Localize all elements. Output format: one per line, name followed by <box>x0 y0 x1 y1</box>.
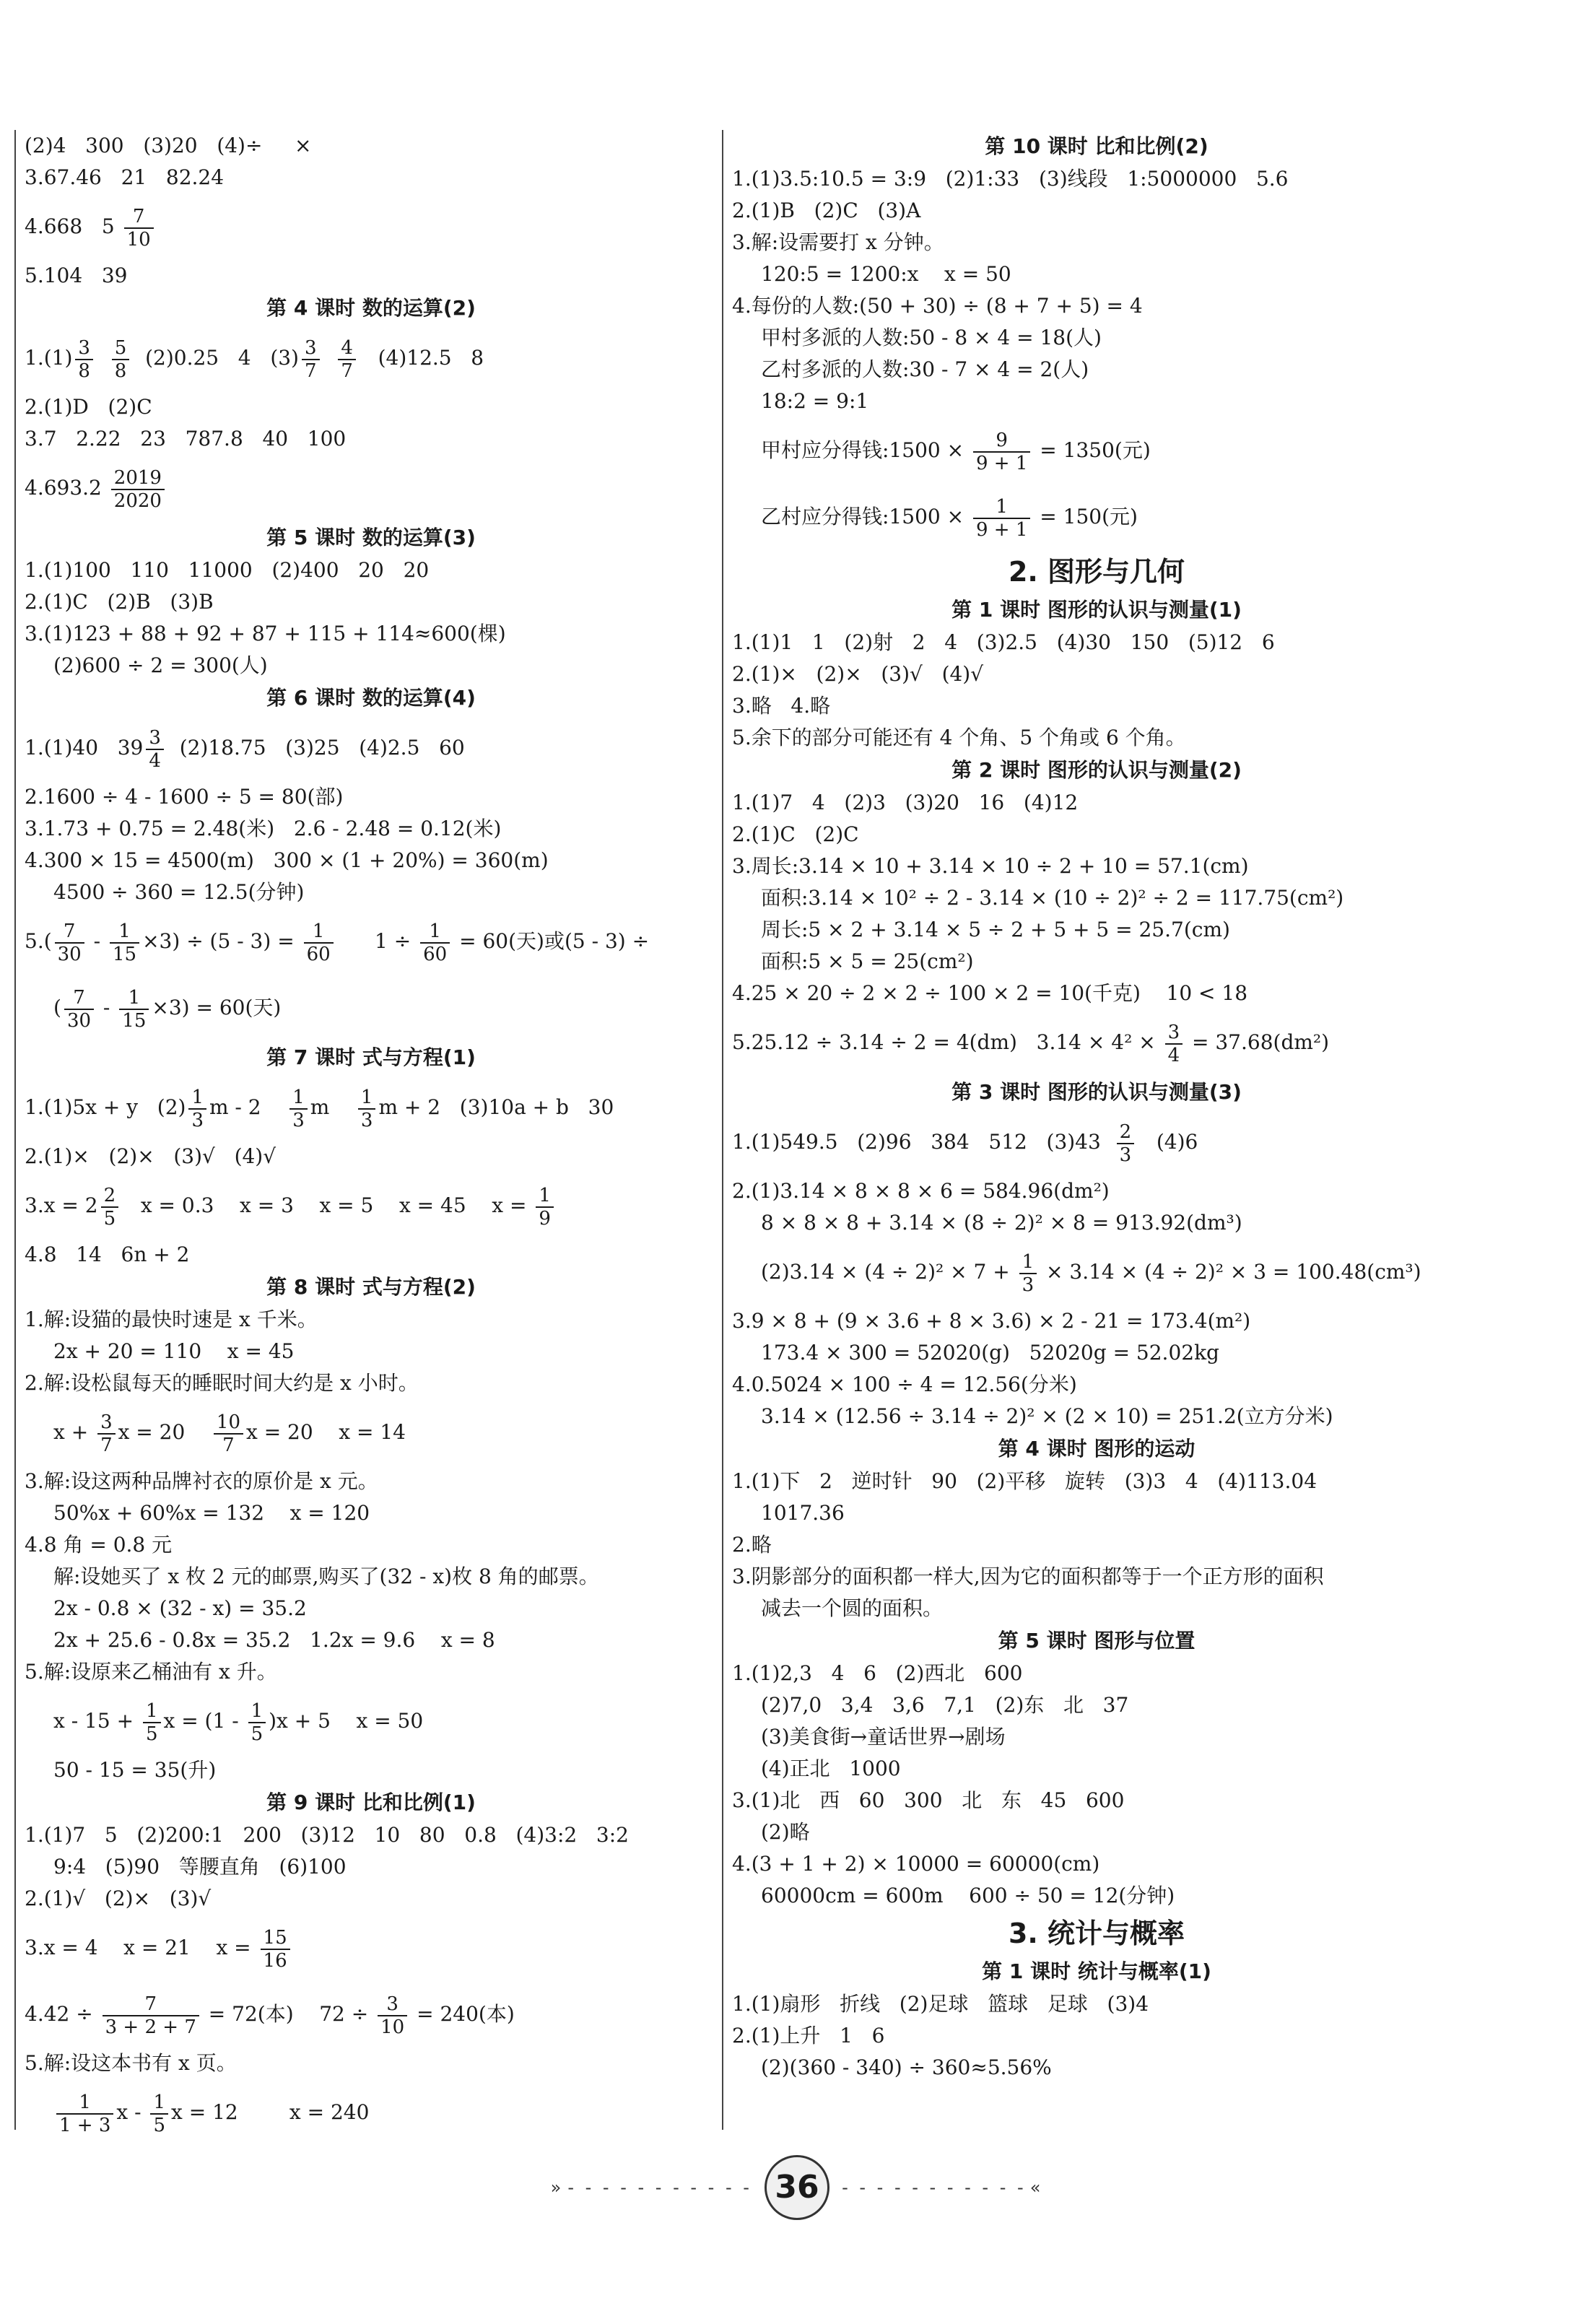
answer-line: 4.693.2 $\frac{2019}{2020}$ <box>25 455 718 521</box>
answer-line: 50 - 15 = 35(升) <box>53 1758 217 1782</box>
answer-line: 4.42 ÷ $\frac{7}{3 + 2 + 7}$ = 72(本) 72 ÷ $\frac{3}{10}$ = 240(本) <box>25 1993 515 2038</box>
answer-line <box>25 162 718 193</box>
fraction: $\frac{1}{3}$ <box>358 1088 376 1130</box>
answer-line: 甲村多派的人数:50 - 8 × 4 = 18(人) <box>761 326 1102 349</box>
answer-text: 5.104 39 <box>25 264 128 287</box>
answer-line: 3.略 4.略 <box>732 694 831 718</box>
fraction: $\frac{1}{3}$ <box>289 1088 308 1130</box>
lesson-heading: 第 5 课时 图形与位置 <box>998 1629 1196 1653</box>
answer-line: 5.解:设原来乙桶油有 x 升。 <box>25 1660 277 1684</box>
lesson-heading: 第 1 课时 统计与概率(1) <box>982 1959 1211 1983</box>
section-title: 2. 图形与几何 <box>1008 556 1185 588</box>
fraction: $\frac{1}{1 + 3}$ <box>56 2093 113 2135</box>
answer-line: 5.余下的部分可能还有 4 个角、5 个角或 6 个角。 <box>732 726 1186 749</box>
answer-line: 3.x = 4 x = 21 x = $\frac{15}{16}$ <box>25 1915 718 1981</box>
fraction: $\frac{3}{4}$ <box>1165 1023 1183 1065</box>
answer-line: 1.(1)下 2 逆时针 90 (2)平移 旋转 (3)3 4 (4)113.04 <box>732 1469 1318 1493</box>
answer-line: 周长:5 × 2 + 3.14 × 5 ÷ 2 + 5 + 5 = 25.7(cm) <box>761 918 1230 941</box>
fraction: $\frac{1}{15}$ <box>110 922 139 964</box>
answer-line: 3.1.73 + 0.75 = 2.48(米) 2.6 - 2.48 = 0.12(米) <box>25 817 502 840</box>
answer-line <box>25 130 718 162</box>
fraction: $\frac{4}{7}$ <box>338 339 356 380</box>
answer-line: 1.(1)100 110 11000 (2)400 20 20 <box>25 558 430 582</box>
fraction: $\frac{1}{60}$ <box>420 922 450 964</box>
answer-line: 120:5 = 1200:x x = 50 <box>761 262 1011 286</box>
answer-line: 面积:5 × 5 = 25(cm²) <box>761 949 974 973</box>
answer-line: 173.4 × 300 = 52020(g) 52020g = 52.02kg <box>761 1341 1219 1365</box>
answer-line: 2x + 25.6 - 0.8x = 35.2 1.2x = 9.6 x = 8 <box>53 1628 495 1652</box>
answer-line: 2.(1)× (2)× (3)√ (4)√ <box>732 662 984 686</box>
answer-line: 2.(1)3.14 × 8 × 8 × 6 = 584.96(dm²) <box>732 1179 1110 1203</box>
fraction: $\frac{1}{60}$ <box>304 922 334 964</box>
answer-line: 1.解:设猫的最快时速是 x 千米。 <box>25 1307 318 1331</box>
answer-line: 4.(3 + 1 + 2) × 10000 = 60000(cm) <box>732 1852 1100 1876</box>
page-number: 36 <box>765 2155 829 2220</box>
answer-line: 3.(1)123 + 88 + 92 + 87 + 115 + 114≈600(棵) <box>25 622 506 645</box>
answer-line: 1.(1) $\frac{3}{8}$ $\frac{5}{8}$ (2)0.25 4 (3) $\frac{3}{7}$ $\frac{4}{7}$ (4)12.5 8 <box>25 336 484 382</box>
fraction: $\frac{9}{9 + 1}$ <box>973 431 1030 473</box>
lesson-heading: 第 6 课时 数的运算(4) <box>266 686 476 710</box>
lesson-heading: 第 4 课时 数的运算(2) <box>266 296 476 320</box>
fraction: $\frac{5}{8}$ <box>112 339 130 380</box>
answer-line: x - 15 + $\frac{1}{5}$ x = (1 - $\frac{1}{5}$ )x + 5 x = 50 <box>53 1700 424 1745</box>
answer-text: 3.67.46 21 82.24 <box>25 165 225 189</box>
answer-line: 乙村多派的人数:30 - 7 × 4 = 2(人) <box>761 357 1089 381</box>
answer-line: 3.(1)北 西 60 300 北 东 45 600 <box>732 1788 1125 1812</box>
answer-line: 乙村应分得钱:1500 × $\frac{1}{9 + 1}$ = 150(元) <box>761 495 1138 541</box>
answer-line: 4.每份的人数:(50 + 30) ÷ (8 + 7 + 5) = 4 <box>732 294 1143 318</box>
lesson-heading: 第 10 课时 比和比例(2) <box>985 134 1208 158</box>
answer-line: 3.解:设需要打 x 分钟。 <box>732 230 944 254</box>
answer-line: 2.解:设松鼠每天的睡眠时间大约是 x 小时。 <box>25 1371 419 1395</box>
fraction: $\frac{1}{3}$ <box>188 1088 206 1130</box>
answer-line: (2)(360 - 340) ÷ 360≈5.56% <box>761 2055 1052 2079</box>
answer-text: (2)4 300 (3)20 (4)÷ × <box>25 134 312 157</box>
fraction: $\frac{2}{5}$ <box>101 1186 119 1228</box>
fraction: $\frac{1}{5}$ <box>150 2093 168 2135</box>
answer-line: 1.(1)7 5 (2)200:1 200 (3)12 10 80 0.8 (4)3:2 3:2 <box>25 1823 629 1847</box>
right-column <box>722 130 1461 2130</box>
fraction: $\frac{1}{5}$ <box>143 1702 161 1744</box>
fraction: $\frac{3}{4}$ <box>146 728 164 770</box>
answer-line <box>25 260 718 292</box>
answer-line: (2)7,0 3,4 3,6 7,1 (2)东 北 37 <box>761 1693 1129 1717</box>
fraction: $\frac{3}{7}$ <box>97 1413 116 1455</box>
lesson-heading: 第 3 课时 图形的认识与测量(3) <box>951 1080 1242 1104</box>
fraction: $\frac{1}{9 + 1}$ <box>973 497 1030 539</box>
answer-line: 4500 ÷ 360 = 12.5(分钟) <box>53 880 305 904</box>
fraction: $\frac{3}{8}$ <box>75 339 93 380</box>
answer-line: 1.(1)7 4 (2)3 (3)20 16 (4)12 <box>732 791 1079 814</box>
answer-line: 60000cm = 600m 600 ÷ 50 = 12(分钟) <box>761 1884 1175 1907</box>
lesson-heading: 第 4 课时 图形的运动 <box>998 1437 1196 1461</box>
answer-line: 2.(1)D (2)C <box>25 395 152 419</box>
footer-right-dashes: - - - - - - - - - - - <box>842 2177 1027 2198</box>
answer-line: ( $\frac{7}{30}$ - $\frac{1}{15}$ ×3) = 60(天) <box>53 986 282 1032</box>
fraction: $\frac{1}{9}$ <box>536 1186 554 1228</box>
fraction: $\frac{7}{10}$ <box>124 207 154 249</box>
lesson-heading: 第 8 课时 式与方程(2) <box>266 1275 476 1299</box>
answer-line: 3.x = 2 $\frac{2}{5}$ x = 0.3 x = 3 x = 5 x = 45 x = $\frac{1}{9}$ <box>25 1172 718 1239</box>
answer-line: 2x + 20 = 110 x = 45 <box>53 1339 295 1363</box>
answer-line: 4.25 × 20 ÷ 2 × 2 ÷ 100 × 2 = 10(千克) 10 < 18 <box>732 981 1248 1005</box>
answer-line: $\frac{1}{1 + 3}$ x - $\frac{1}{5}$ x = 12 x = 240 <box>25 2079 718 2146</box>
answer-line: 2.(1)× (2)× (3)√ (4)√ <box>25 1144 276 1168</box>
fraction: $\frac{2}{3}$ <box>1117 1123 1135 1165</box>
answer-text: 4.668 5 <box>25 214 115 238</box>
fraction: $\frac{3}{10}$ <box>378 1995 407 2037</box>
fraction: $\frac{3}{7}$ <box>302 339 320 380</box>
answer-line: 2.(1)C (2)B (3)B <box>25 590 214 614</box>
lesson-heading: 第 2 课时 图形的认识与测量(2) <box>951 758 1242 782</box>
lesson-heading: 第 9 课时 比和比例(1) <box>266 1790 476 1814</box>
answer-line: (2)600 ÷ 2 = 300(人) <box>53 653 268 677</box>
footer-left-arrows: » <box>550 2177 565 2198</box>
answer-line: 8 × 8 × 8 + 3.14 × (8 ÷ 2)² × 8 = 913.92(dm³) <box>761 1211 1242 1235</box>
footer-right-arrows: « <box>1029 2177 1044 2198</box>
answer-line: 1.(1)1 1 (2)射 2 4 (3)2.5 (4)30 150 (5)12 6 <box>732 630 1275 654</box>
answer-line: 5.25.12 ÷ 3.14 ÷ 2 = 4(dm) 3.14 × 4² × $\frac{3}{4}$ = 37.68(dm²) <box>732 1021 1330 1066</box>
answer-line: 2.略 <box>732 1533 772 1557</box>
fraction: $\frac{1}{3}$ <box>1019 1253 1037 1294</box>
answer-line: 3.7 2.22 23 787.8 40 100 <box>25 427 347 451</box>
answer-line: 4.8 角 = 0.8 元 <box>25 1533 173 1557</box>
answer-line: 2x - 0.8 × (32 - x) = 35.2 <box>53 1596 307 1620</box>
answer-line: 解:设她买了 x 枚 2 元的邮票,购买了(32 - x)枚 8 角的邮票。 <box>53 1564 599 1588</box>
answer-line: 面积:3.14 × 10² ÷ 2 - 3.14 × (10 ÷ 2)² ÷ 2 = 117.75(cm²) <box>761 886 1344 910</box>
answer-line <box>25 193 718 260</box>
answer-line: 4.0.5024 × 100 ÷ 4 = 12.56(分米) <box>732 1372 1077 1396</box>
page-footer <box>0 2155 1594 2220</box>
answer-line: 2.(1)√ (2)× (3)√ <box>25 1886 212 1910</box>
answer-line: 4.8 14 6n + 2 <box>25 1242 190 1266</box>
answer-line: 5.( $\frac{7}{30}$ - $\frac{1}{15}$ ×3) ÷ (5 - 3) = $\frac{1}{60}$ 1 ÷ $\frac{1}{60}$ = 60(天)或(5 - 3) ÷ <box>25 920 650 965</box>
answer-line: 3.阴影部分的面积都一样大,因为它的面积都等于一个正方形的面积 <box>732 1564 1324 1588</box>
answer-line: 1017.36 <box>761 1501 845 1525</box>
answer-line: 1.(1)3.5:10.5 = 3:9 (2)1:33 (3)线段 1:5000000 5.6 <box>732 167 1289 191</box>
answer-line: 5.解:设这本书有 x 页。 <box>25 2051 237 2075</box>
fraction: $\frac{7}{3 + 2 + 7}$ <box>103 1995 199 2037</box>
answer-line: 1.(1)549.5 (2)96 384 512 (3)43 $\frac{2}{3}$ (4)6 <box>732 1120 1198 1166</box>
answer-line: x + $\frac{3}{7}$ x = 20 $\frac{10}{7}$ x = 20 x = 14 <box>53 1411 406 1456</box>
fraction: $\frac{1}{5}$ <box>248 1702 266 1744</box>
answer-line: 甲村应分得钱:1500 × $\frac{9}{9 + 1}$ = 1350(元) <box>761 429 1151 474</box>
lesson-heading: 第 7 课时 式与方程(1) <box>266 1045 476 1069</box>
fraction: $\frac{15}{16}$ <box>261 1928 290 1970</box>
answer-line: 50%x + 60%x = 132 x = 120 <box>53 1501 370 1525</box>
fraction: $\frac{1}{15}$ <box>119 988 149 1030</box>
answer-line: (2)略 <box>761 1820 810 1844</box>
answer-line: 1.(1)40 39 $\frac{3}{4}$ (2)18.75 (3)25 (4)2.5 60 <box>25 726 465 772</box>
answer-line: 2.(1)上升 1 6 <box>732 2024 885 2047</box>
answer-line: 1.(1)2,3 4 6 (2)西北 600 <box>732 1661 1023 1685</box>
lesson-heading: 第 5 课时 数的运算(3) <box>266 526 476 549</box>
answer-line: 3.9 × 8 + (9 × 3.6 + 8 × 3.6) × 2 - 21 = 173.4(m²) <box>732 1309 1251 1333</box>
answer-line: 减去一个圆的面积。 <box>761 1596 944 1620</box>
fraction: $\frac{2019}{2020}$ <box>111 469 165 510</box>
answer-line: 2.1600 ÷ 4 - 1600 ÷ 5 = 80(部) <box>25 785 344 809</box>
answer-line: (2)3.14 × (4 ÷ 2)² × 7 + $\frac{1}{3}$ × 3.14 × (4 ÷ 2)² × 3 = 100.48(cm³) <box>761 1250 1421 1296</box>
answer-line: (3)美食街→童话世界→剧场 <box>761 1725 1006 1749</box>
answer-line: 9:4 (5)90 等腰直角 (6)100 <box>53 1855 347 1879</box>
fraction: $\frac{10}{7}$ <box>214 1413 243 1455</box>
answer-line: 3.周长:3.14 × 10 + 3.14 × 10 ÷ 2 + 10 = 57.1(cm) <box>732 854 1249 878</box>
answer-line: 4.300 × 15 = 4500(m) 300 × (1 + 20%) = 360(m) <box>25 848 549 872</box>
section-title: 3. 统计与概率 <box>1008 1918 1185 1949</box>
answer-line: (4)正北 1000 <box>761 1757 901 1780</box>
answer-line: 2.(1)B (2)C (3)A <box>732 199 921 222</box>
answer-line: 3.14 × (12.56 ÷ 3.14 ÷ 2)² × (2 × 10) = 251.2(立方分米) <box>761 1404 1333 1428</box>
footer-left-dashes: - - - - - - - - - - - <box>567 2177 752 2198</box>
left-column <box>14 130 718 2136</box>
lesson-heading: 第 1 课时 图形的认识与测量(1) <box>951 598 1242 622</box>
fraction: $\frac{7}{30}$ <box>64 988 94 1030</box>
answer-line: 3.解:设这两种品牌衬衣的原价是 x 元。 <box>25 1469 378 1493</box>
fraction: $\frac{7}{30}$ <box>55 922 84 964</box>
answer-line: 1.(1)扇形 折线 (2)足球 篮球 足球 (3)4 <box>732 1992 1149 2016</box>
answer-line: 2.(1)C (2)C <box>732 822 859 846</box>
answer-line: 18:2 = 9:1 <box>761 389 869 413</box>
answer-line: 1.(1)5x + y (2) $\frac{1}{3}$ m - 2 $\frac{1}{3}$ m $\frac{1}{3}$ m + 2 (3)10a + b 30 <box>25 1086 614 1131</box>
